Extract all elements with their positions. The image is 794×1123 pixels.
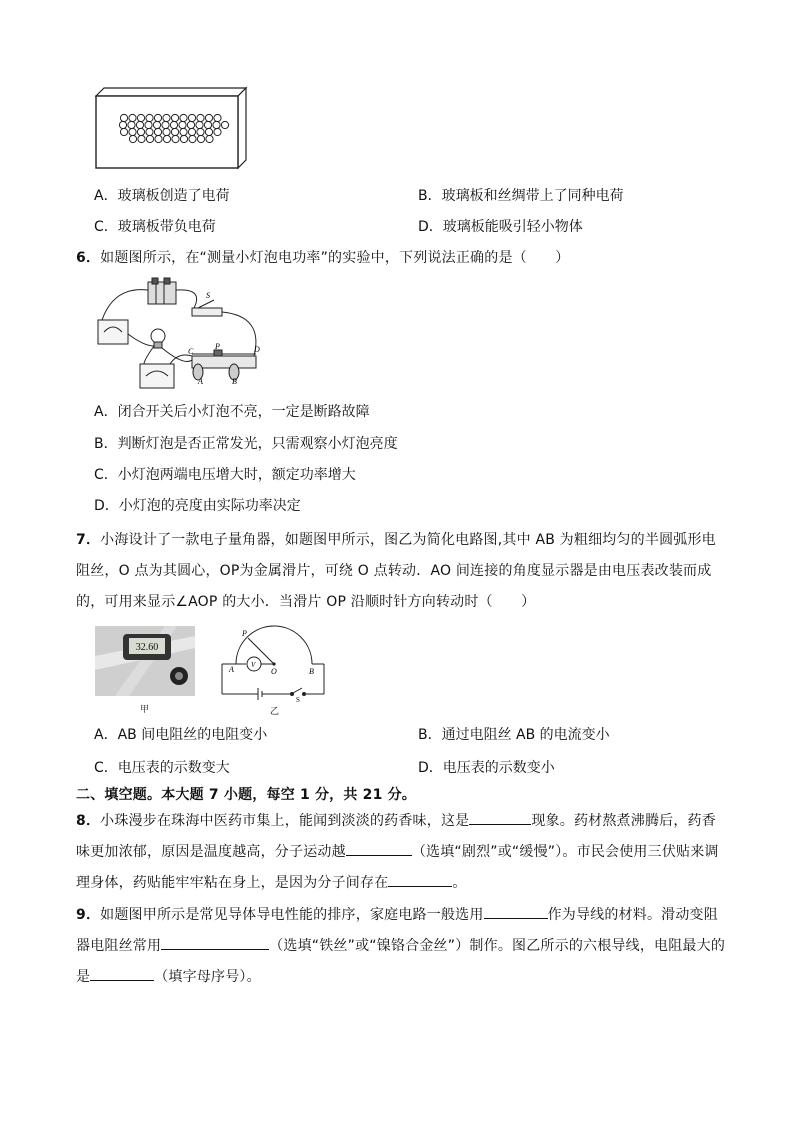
q7-stem-line3: 的，可用来显示∠AOP 的大小．当滑片 OP 沿顺时针方向转动时（ ） [76,594,536,610]
q7-photo-jia [95,626,195,696]
q6-stem-text: 如题图所示，在“测量小灯泡电功率”的实验中，下列说法正确的是（ ） [100,250,570,266]
switch-label-s: S [296,696,300,702]
q6-option-b: B．判断灯泡是否正常发光，只需观察小灯泡亮度 [94,436,398,452]
q6-figure [94,276,268,392]
q9-blank-1[interactable] [484,904,548,919]
q9-blank-2[interactable] [161,935,269,950]
q7-circuit-yi [214,620,334,702]
q5-option-d: D．玻璃板能吸引轻小物体 [418,219,583,235]
q7-option-b: B．通过电阻丝 AB 的电流变小 [418,727,610,743]
q6-label-c: C [188,347,194,356]
q6-label-a: A [198,377,203,386]
glass-plate-illustration [94,86,248,170]
section-2-title: 二、填空题。本大题 7 小题，每空 1 分，共 21 分。 [76,787,417,803]
circuit-label-o: O [271,667,277,676]
circuit-label-p: P [242,629,247,638]
circuit-experiment-illustration [94,276,268,392]
q9-line3: 是 （填字母序号）。 [76,966,261,987]
q6-label-d: D [254,345,260,354]
q6-label-s: S [206,291,210,300]
q7-option-c: C．电压表的示数变大 [94,760,230,776]
q6-number: 6． [76,250,101,266]
display-readout: 32.60 [135,642,159,653]
circuit-label-a: A [229,665,234,674]
q8-line1: 8．小珠漫步在珠海中医药市集上，能闻到淡淡的药香味，这是 现象。药材熬煮沸腾后，药香 [76,810,716,831]
q8-line3: 理身体，药贴能牢牢粘在身上，是因为分子间存在 。 [76,872,467,893]
q5-figure [94,86,248,170]
q6-option-c: C．小灯泡两端电压增大时，额定功率增大 [94,467,356,483]
protractor-device-photo [95,626,195,696]
q7-stem-line2: 阻丝，O 点为其圆心，OP为金属滑片，可绕 O 点转动．AO 间连接的角度显示器是由电压表改装而成 [76,563,712,579]
q8-blank-1[interactable] [469,810,531,825]
q8-blank-3[interactable] [388,872,452,887]
q6-option-a: A．闭合开关后小灯泡不亮，一定是断路故障 [94,404,370,420]
voltmeter-label-v: V [251,661,256,669]
q7-caption-yi: 乙 [270,707,280,717]
q5-option-c: C．玻璃板带负电荷 [94,219,216,235]
q7-number: 7． [76,532,101,548]
q8-blank-2[interactable] [346,841,412,856]
q9-line1: 9．如题图甲所示是常见导体导电性能的排序，家庭电路一般选用 作为导线的材料。滑动变阻 [76,904,718,925]
q7-option-d: D．电压表的示数变小 [418,760,555,776]
q7-caption-jia: 甲 [140,705,150,715]
q9-line2: 器电阻丝常用 （选填“铁丝”或“镍铬合金丝”）制作。图乙所示的六根导线，电阻最大的 [76,935,725,956]
q5-option-a: A．玻璃板创造了电荷 [94,188,230,204]
q7-stem-line1: 7．小海设计了一款电子量角器，如题图甲所示，图乙为简化电路图,其中 AB 为粗细均匀的半圆弧形电 [76,532,716,548]
q5-option-b: B．玻璃板和丝绸带上了同种电荷 [418,188,624,204]
q6-label-p: P [215,342,220,351]
simplified-circuit-diagram [214,620,334,702]
q7-option-a: A．AB 间电阻丝的电阻变小 [94,727,268,743]
circuit-label-b: B [309,667,314,676]
q6-label-b: B [232,377,237,386]
q9-blank-3[interactable] [90,966,154,981]
q6-stem [76,248,569,268]
q6-option-d: D．小灯泡的亮度由实际功率决定 [94,498,301,514]
q8-line2: 味更加浓郁，原因是温度越高，分子运动越 （选填“剧烈”或“缓慢”）。市民会使用三伏贴来调 [76,841,719,862]
